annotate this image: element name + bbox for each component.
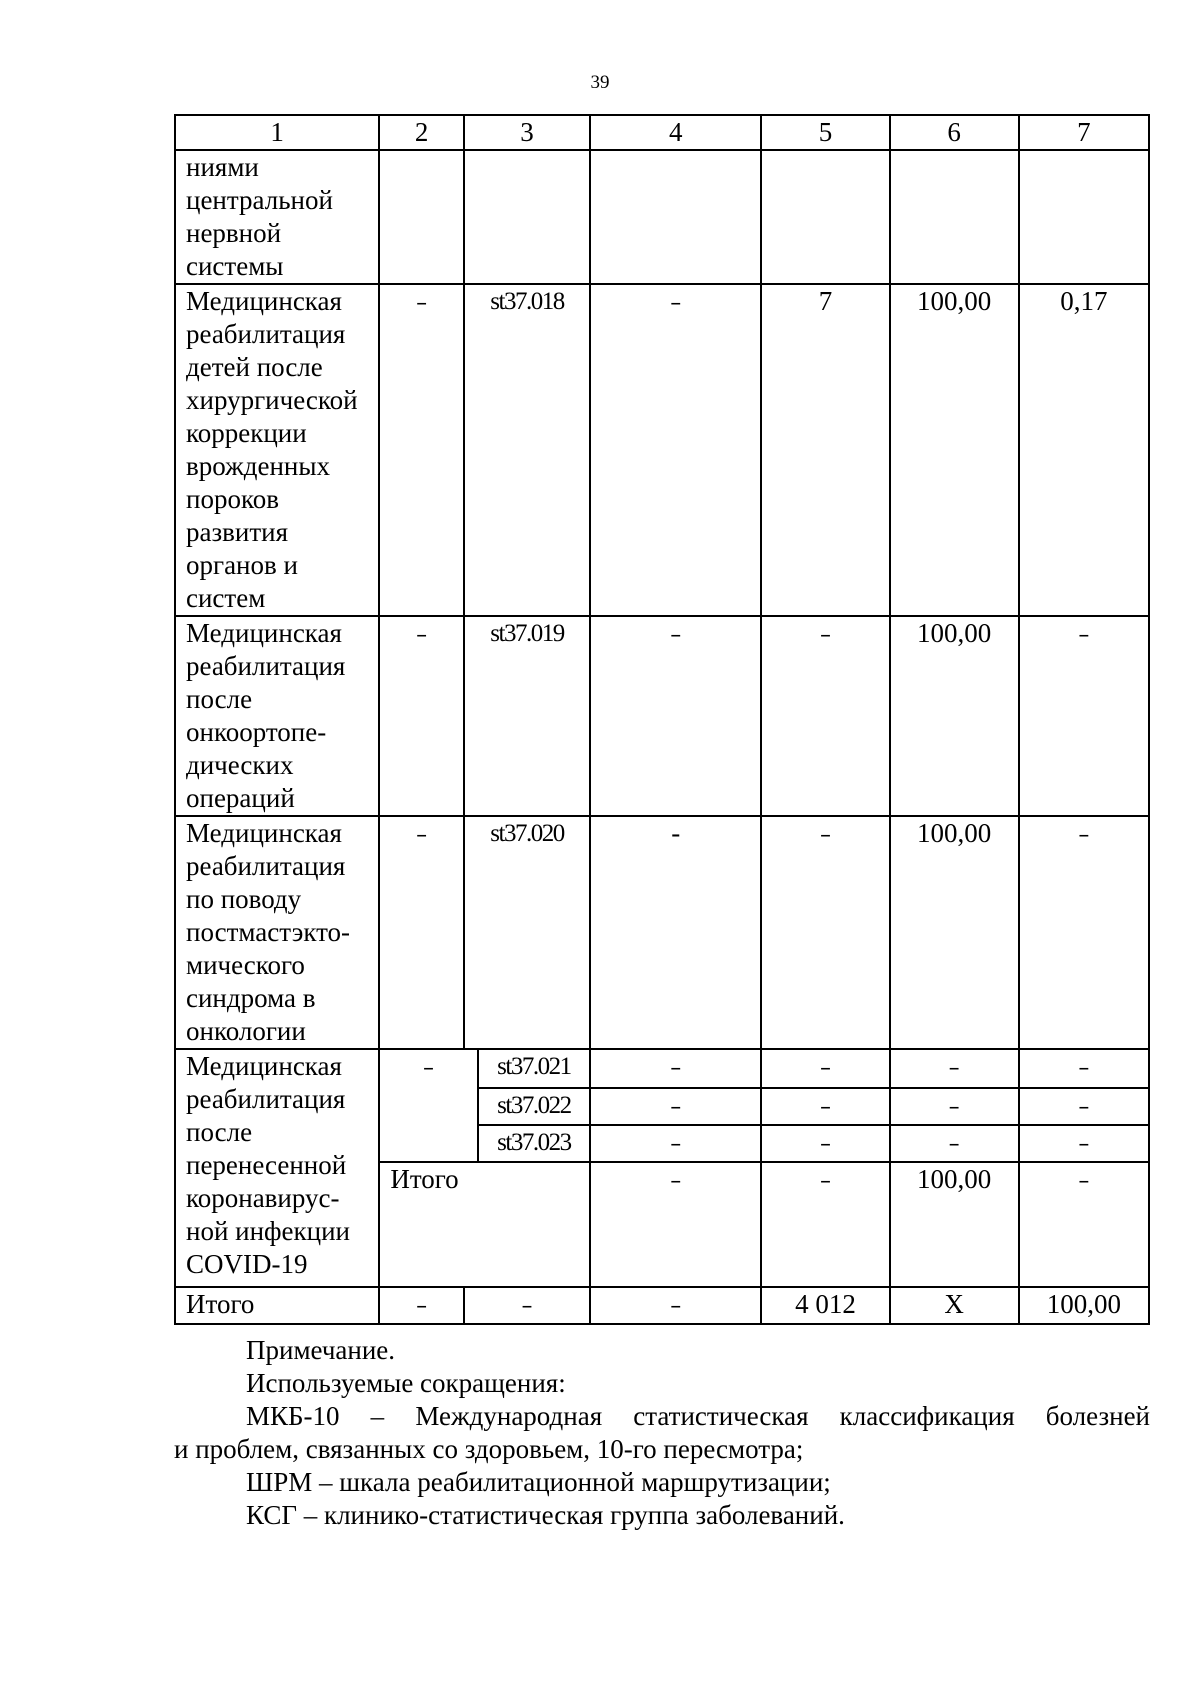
table-cell: – <box>761 1088 889 1125</box>
ksg-code: st37.023 <box>478 1125 590 1162</box>
table-row <box>175 816 1149 1049</box>
ksg-code: st37.018 <box>464 284 590 616</box>
ksg-code: st37.021 <box>478 1049 590 1088</box>
table-cell: 100,00 <box>890 284 1019 616</box>
subtotal-label: Итого <box>379 1162 590 1287</box>
table-cell: – <box>590 1125 762 1162</box>
table-cell: – <box>761 616 889 816</box>
table-cell: – <box>890 1049 1019 1088</box>
table-cell: – <box>761 1125 889 1162</box>
table-cell: – <box>379 616 464 816</box>
total-row <box>175 1287 1149 1324</box>
table-cell: 4 012 <box>761 1287 889 1324</box>
header-col-4: 4 <box>590 115 762 150</box>
table-cell: 100,00 <box>890 816 1019 1049</box>
note-ksg: КСГ – клинико-статистическая группа заболеваний. <box>246 1500 845 1530</box>
table-cell: – <box>1019 616 1149 816</box>
table-cell <box>464 150 590 284</box>
table-cell: – <box>890 1088 1019 1125</box>
note-mkb-continuation: и проблем, связанных со здоровьем, 10-го пересмотра; <box>174 1434 804 1464</box>
row-name: Медицинская реабилитация по поводу постмастэкто-мического синдрома в онкологии <box>175 816 379 1049</box>
table-cell: – <box>890 1125 1019 1162</box>
tariff-table <box>174 114 1150 1325</box>
table-row <box>175 616 1149 816</box>
table-cell: – <box>590 284 762 616</box>
table-cell: – <box>590 1049 762 1088</box>
ksg-code: st37.020 <box>464 816 590 1049</box>
table-cell: – <box>590 1162 762 1287</box>
row-name: Медицинская реабилитация после онкоортопе-дических операций <box>175 616 379 816</box>
table-row <box>175 1049 1149 1088</box>
table-cell: – <box>464 1287 590 1324</box>
table-cell: – <box>379 816 464 1049</box>
row-name: ниями центральной нервной системы <box>175 150 379 284</box>
notes-section <box>174 1334 1150 1532</box>
table-cell: 100,00 <box>1019 1287 1149 1324</box>
header-col-7: 7 <box>1019 115 1149 150</box>
table-cell <box>1019 150 1149 284</box>
ksg-code: st37.022 <box>478 1088 590 1125</box>
note-mkb: МКБ-10 – Международная статистическая классификация болезней <box>246 1401 1150 1431</box>
header-col-3: 3 <box>464 115 590 150</box>
header-col-6: 6 <box>890 115 1019 150</box>
row-name: Медицинская реабилитация после перенесенной коронавирус-ной инфекции COVID-19 <box>175 1049 379 1287</box>
table-cell: 100,00 <box>890 1162 1019 1287</box>
header-col-1: 1 <box>175 115 379 150</box>
table-cell: – <box>379 284 464 616</box>
table-cell: 100,00 <box>890 616 1019 816</box>
note-shrm: ШРМ – шкала реабилитационной маршрутизации; <box>246 1467 831 1497</box>
table-cell: 7 <box>761 284 889 616</box>
table-cell: – <box>1019 1125 1149 1162</box>
table-cell: 0,17 <box>1019 284 1149 616</box>
header-col-2: 2 <box>379 115 464 150</box>
table-cell: – <box>761 1049 889 1088</box>
table-cell: – <box>1019 1049 1149 1088</box>
table-cell: X <box>890 1287 1019 1324</box>
table-cell <box>590 150 762 284</box>
table-row <box>175 150 1149 284</box>
table-cell: – <box>761 816 889 1049</box>
row-name: Медицинская реабилитация детей после хирургической коррекции врожденных пороков развития органов и систем <box>175 284 379 616</box>
table-cell: – <box>379 1287 464 1324</box>
header-row <box>175 115 1149 150</box>
table-cell <box>379 150 464 284</box>
table-cell <box>761 150 889 284</box>
page-number: 39 <box>590 72 610 93</box>
header-col-5: 5 <box>761 115 889 150</box>
table-cell: – <box>590 1287 762 1324</box>
total-label: Итого <box>175 1287 379 1324</box>
table-cell: – <box>761 1162 889 1287</box>
table-cell: - <box>590 816 762 1049</box>
ksg-code: st37.019 <box>464 616 590 816</box>
table-cell: – <box>590 616 762 816</box>
table-cell <box>890 150 1019 284</box>
table-cell: – <box>590 1088 762 1125</box>
table-cell: – <box>1019 1088 1149 1125</box>
table-cell: – <box>379 1049 477 1162</box>
table-cell: – <box>1019 816 1149 1049</box>
table-row <box>175 284 1149 616</box>
notes-title: Примечание. <box>246 1335 396 1365</box>
table-cell: – <box>1019 1162 1149 1287</box>
notes-subtitle: Используемые сокращения: <box>246 1368 566 1398</box>
